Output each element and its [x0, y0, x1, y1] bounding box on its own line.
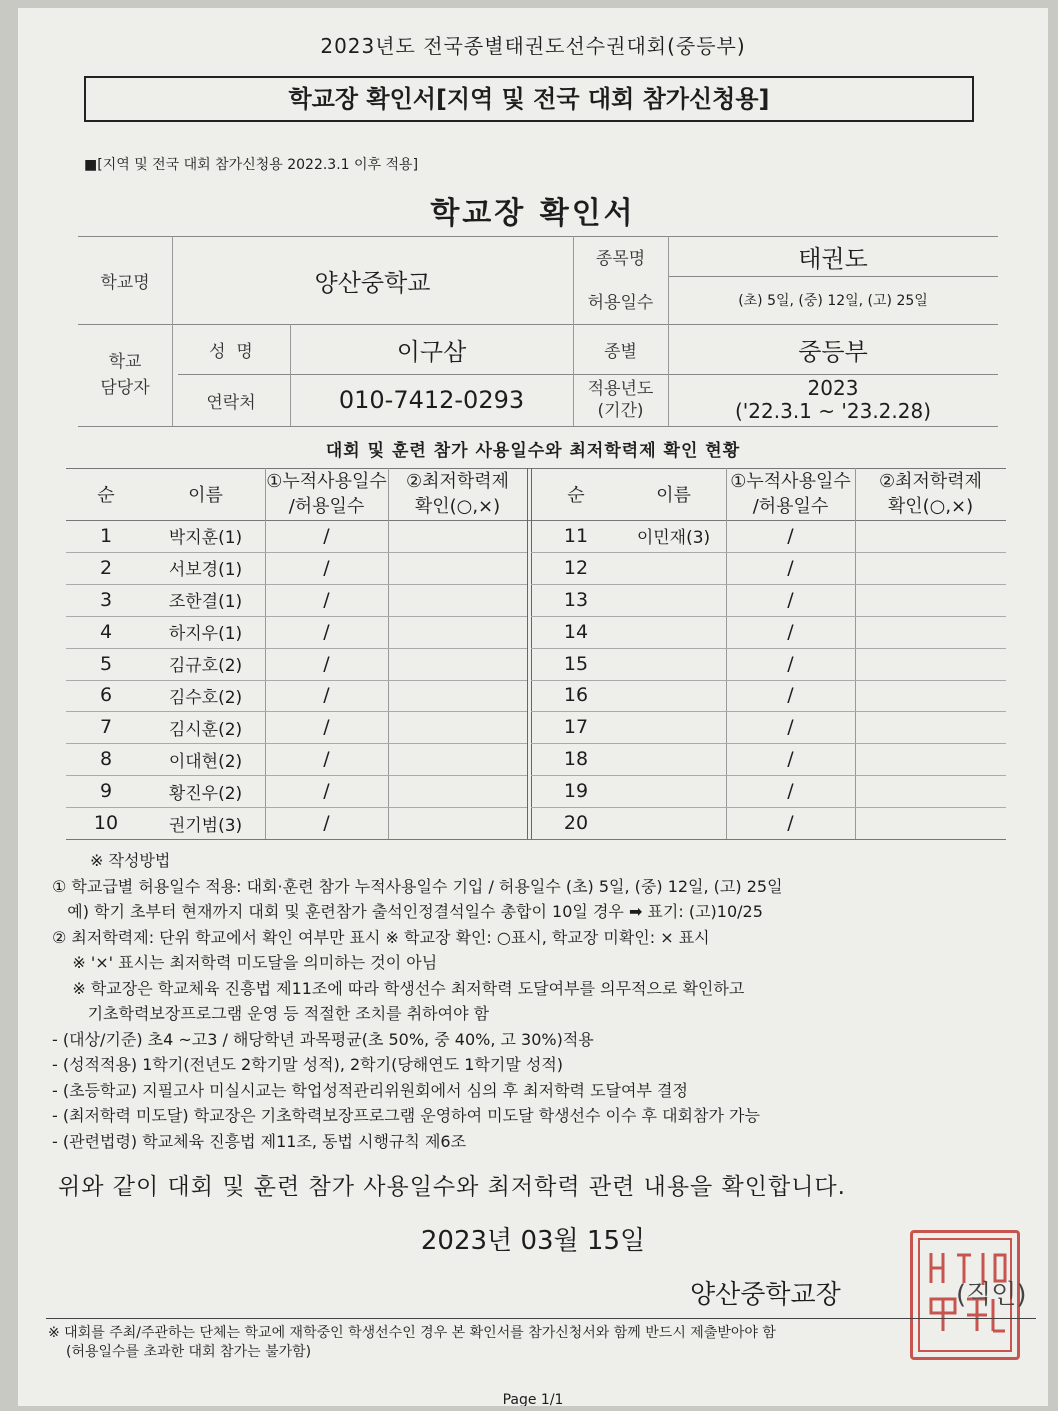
right-row-3-days: /: [787, 588, 794, 611]
contact-value: 010-7412-0293: [338, 386, 525, 414]
left-row-4-check: [388, 616, 527, 648]
date: 2023년 03월 15일: [420, 1226, 646, 1256]
left-row-6-days: /: [323, 684, 330, 707]
left-row-3-days: /: [323, 588, 330, 611]
right-row-1-days: /: [787, 524, 794, 547]
right-row-6-check: [855, 680, 1006, 712]
event-label: 종목명: [595, 248, 646, 269]
right-row-1-check: [855, 520, 1006, 552]
left-row-6-check: [388, 680, 527, 712]
left-row-5-check: [388, 648, 527, 680]
right-row-8-check: [855, 743, 1006, 775]
seal-mark: (직인): [956, 1280, 1027, 1310]
right-row-5-no: 15: [563, 652, 589, 675]
division-label: 종별: [604, 341, 637, 362]
event-value: 태권도: [798, 244, 868, 273]
instruction-line: - (관련법령) 학교체육 진흥법 제11조, 동법 시행규칙 제6조: [52, 1131, 467, 1151]
left-row-8-no: 8: [99, 748, 113, 771]
applicability-notice: ■[지역 및 전국 대회 참가신청용 2022.3.1 이후 적용]: [84, 157, 419, 173]
left-row-9-no: 9: [99, 780, 113, 803]
right-row-10-check: [855, 807, 1006, 839]
right-row-2-no: 12: [563, 556, 589, 579]
manager-label: 학교 담당자: [100, 352, 150, 398]
year-value: 2023 ('22.3.1 ~ '23.2.28): [734, 376, 932, 423]
days-header-right: ①누적사용일수 /허용일수: [730, 471, 851, 517]
left-row-10-days: /: [323, 812, 330, 835]
left-row-9-days: /: [323, 780, 330, 803]
instruction-line: 기초학력보장프로그램 운영 등 적절한 조치를 취하여야 함: [52, 1004, 490, 1023]
left-row-2-check: [388, 552, 527, 584]
min-achievement-header-right: ②최저학력제 확인(○,×): [878, 471, 983, 517]
left-row-8-name: 이대현(2): [168, 751, 243, 772]
allowed-days-label: 허용일수: [587, 292, 654, 313]
right-row-1-no: 11: [563, 524, 589, 547]
left-row-1-days: /: [323, 524, 330, 547]
left-row-3-name: 조한결(1): [168, 592, 243, 613]
school-value: 양산중학교: [314, 268, 431, 297]
seq-header-right: 순: [567, 485, 585, 506]
right-row-7-days: /: [787, 716, 794, 739]
right-row-9-no: 19: [563, 780, 589, 803]
right-row-10-name: [621, 807, 726, 839]
left-row-3-check: [388, 584, 527, 616]
min-achievement-header: ②최저학력제 확인(○,×): [405, 471, 510, 517]
left-row-5-days: /: [323, 652, 330, 675]
right-row-5-days: /: [787, 652, 794, 675]
right-row-4-no: 14: [563, 620, 589, 643]
right-row-9-check: [855, 775, 1006, 807]
left-row-10-no: 10: [93, 812, 119, 835]
right-row-6-days: /: [787, 684, 794, 707]
left-row-5-name: 김규호(2): [168, 656, 243, 677]
right-row-7-check: [855, 711, 1006, 743]
instruction-line: - (대상/기준) 초4 ~고3 / 해당학년 과목평균(초 50%, 중 40%, 고 30%)적용: [52, 1029, 594, 1049]
right-row-5-name: [621, 648, 726, 680]
right-row-2-days: /: [787, 556, 794, 579]
seq-header: 순: [97, 485, 115, 506]
left-row-4-name: 하지우(1): [168, 624, 243, 645]
left-row-8-days: /: [323, 748, 330, 771]
right-row-10-days: /: [787, 812, 794, 835]
school-label: 학교명: [100, 272, 150, 293]
instruction-line: 예) 학기 초부터 현재까지 대회 및 훈련참가 출석인정결석일수 총합이 10일 경우 ➡ 표기: (고)10/25: [52, 902, 763, 921]
right-row-2-check: [855, 552, 1006, 584]
right-row-3-no: 13: [563, 588, 589, 611]
left-row-8-check: [388, 743, 527, 775]
name-label: 성 명: [209, 341, 253, 362]
instruction-line: ② 최저학력제: 단위 학교에서 확인 여부만 표시 ※ 학교장 확인: ○표시, 학교장 미확인: × 표시: [52, 927, 710, 947]
left-row-7-no: 7: [99, 716, 113, 739]
left-row-10-check: [388, 807, 527, 839]
left-row-1-check: [388, 520, 527, 552]
right-row-8-no: 18: [563, 748, 589, 771]
instruction-line: ※ 학교장은 학교체육 진흥법 제11조에 따라 학생선수 최저학력 도달여부를 의무적으로 확인하고: [52, 978, 745, 998]
right-row-2-name: [621, 552, 726, 584]
right-row-6-no: 16: [563, 684, 589, 707]
division-value: 중등부: [798, 337, 868, 366]
document-page: [18, 8, 1048, 1406]
left-row-9-check: [388, 775, 527, 807]
right-row-6-name: [621, 680, 726, 712]
left-row-9-name: 황진우(2): [168, 783, 243, 804]
instruction-line: ※ 작성방법: [90, 851, 171, 870]
left-row-3-no: 3: [99, 588, 113, 611]
status-section-title: 대회 및 훈련 참가 사용일수와 최저학력제 확인 현황: [325, 441, 741, 461]
right-row-4-check: [855, 616, 1006, 648]
year-label: 적용년도 (기간): [587, 379, 654, 421]
left-row-10-name: 권기범(3): [168, 815, 243, 836]
footnote: ※ 대회를 주최/주관하는 단체는 학교에 재학중인 학생선수인 경우 본 확인서를 참가신청서와 함께 반드시 제출받아야 함 (허용일수를 초과한 대회 참가는 불가함): [48, 1325, 776, 1360]
right-row-5-check: [855, 648, 1006, 680]
allowed-days-value: (초) 5일, (중) 12일, (고) 25일: [738, 293, 928, 309]
instructions: [52, 848, 1042, 1154]
right-row-3-name: [621, 584, 726, 616]
contact-label: 연락처: [206, 392, 256, 413]
name-header-right: 이름: [656, 485, 691, 506]
left-row-7-name: 김시훈(2): [168, 719, 243, 740]
right-row-4-days: /: [787, 620, 794, 643]
left-row-5-no: 5: [99, 652, 113, 675]
right-row-8-days: /: [787, 748, 794, 771]
instruction-line: - (최저학력 미도달) 학교장은 기초학력보장프로그램 운영하여 미도달 학생선수 이수 후 대회참가 가능: [52, 1106, 760, 1125]
boxed-title: 학교장 확인서[지역 및 전국 대회 참가신청용]: [84, 76, 974, 122]
right-row-9-name: [621, 775, 726, 807]
left-row-7-check: [388, 711, 527, 743]
left-row-4-days: /: [323, 620, 330, 643]
signer: 양산중학교장: [690, 1280, 841, 1310]
instruction-line: - (초등학교) 지필고사 미실시교는 학업성적관리위원회에서 심의 후 최저학력 도달여부 결정: [52, 1080, 688, 1100]
left-row-6-name: 김수호(2): [168, 687, 243, 708]
right-row-4-name: [621, 616, 726, 648]
competition-title: 2023년도 전국종별태권도선수권대회(중등부): [320, 34, 746, 58]
right-row-8-name: [621, 743, 726, 775]
right-row-7-no: 17: [563, 716, 589, 739]
right-row-7-name: [621, 711, 726, 743]
left-row-2-days: /: [323, 556, 330, 579]
left-row-6-no: 6: [99, 684, 113, 707]
left-row-1-no: 1: [99, 524, 113, 547]
confirmation-statement: 위와 같이 대회 및 훈련 참가 사용일수와 최저학력 관련 내용을 확인합니다.: [58, 1174, 846, 1200]
form-title: 학교장 확인서: [430, 196, 636, 231]
right-row-3-check: [855, 584, 1006, 616]
left-row-2-no: 2: [99, 556, 113, 579]
days-header: ①누적사용일수 /허용일수: [266, 471, 387, 517]
right-row-9-days: /: [787, 780, 794, 803]
instruction-line: - (성적적용) 1학기(전년도 2학기말 성적), 2학기(당해연도 1학기말 성적): [52, 1055, 564, 1074]
left-row-4-no: 4: [99, 620, 113, 643]
left-row-1-name: 박지훈(1): [168, 528, 243, 549]
name-header: 이름: [188, 485, 223, 506]
manager-name: 이구삼: [396, 337, 467, 366]
instruction-line: ※ '×' 표시는 최저학력 미도달을 의미하는 것이 아님: [52, 953, 438, 972]
right-row-1-name: 이민재(3): [636, 528, 711, 549]
page-number: Page 1/1: [502, 1392, 564, 1406]
left-row-7-days: /: [323, 716, 330, 739]
right-row-10-no: 20: [563, 812, 589, 835]
instruction-line: ① 학교급별 허용일수 적용: 대회·훈련 참가 누적사용일수 기입 / 허용일수 (초) 5일, (중) 12일, (고) 25일: [52, 876, 783, 896]
left-row-2-name: 서보경(1): [168, 560, 243, 581]
